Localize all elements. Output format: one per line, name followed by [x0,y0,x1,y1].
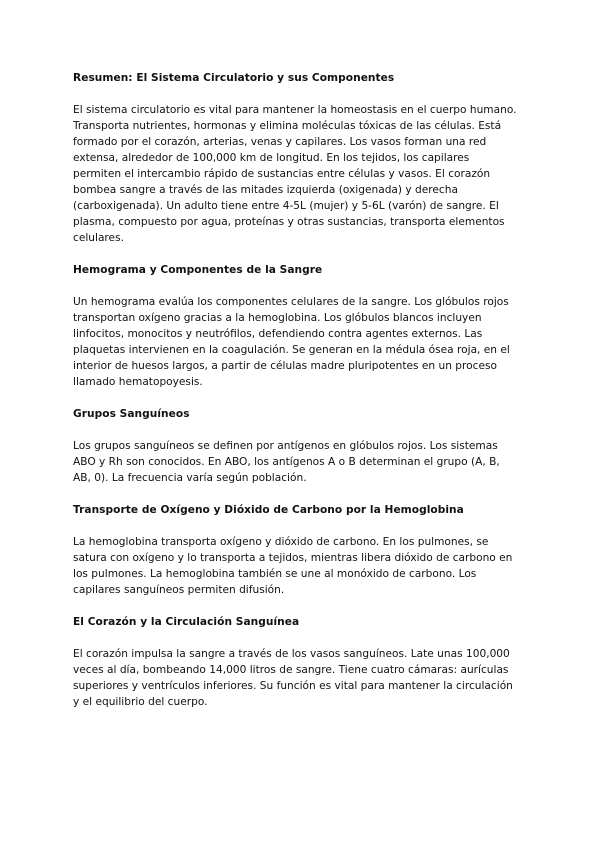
paragraph-line: llamado hematopoyesis. [73,376,203,388]
paragraph-line: ABO y Rh son conocidos. En ABO, los antígenos A o B determinan el grupo (A, B, [73,456,500,468]
section-paragraph [73,294,533,390]
paragraph-line: satura con oxígeno y lo transporta a tejidos, mientras libera dióxido de carbono en [73,552,513,564]
paragraph-line: Transporta nutrientes, hormonas y elimina moléculas tóxicas de las células. Está [73,120,502,132]
section-heart-circulation [73,614,533,710]
paragraph-line: interior de huesos largos, a partir de células madre pluripotentes en un proceso [73,360,497,372]
paragraph-line: Un hemograma evalúa los componentes celulares de la sangre. Los glóbulos rojos [73,296,509,308]
section-heading: Resumen: El Sistema Circulatorio y sus Componentes [73,72,395,84]
paragraph-line: celulares. [73,232,124,244]
section-heading: Grupos Sanguíneos [73,408,190,420]
section-paragraph [73,102,533,246]
paragraph-line: los pulmones. La hemoglobina también se une al monóxido de carbono. Los [73,568,477,580]
paragraph-line: La hemoglobina transporta oxígeno y dióxido de carbono. En los pulmones, se [73,536,489,548]
paragraph-line: veces al día, bombeando 14,000 litros de sangre. Tiene cuatro cámaras: aurículas [73,664,509,676]
paragraph-line: y el equilibrio del cuerpo. [73,696,208,708]
section-paragraph [73,646,533,710]
section-heading: El Corazón y la Circulación Sanguínea [73,616,300,628]
section-gas-transport [73,502,533,614]
paragraph-line: El corazón impulsa la sangre a través de los vasos sanguíneos. Late unas 100,000 [73,648,510,660]
document-page [73,70,533,710]
paragraph-line: permiten el intercambio rápido de sustancias entre células y vasos. El corazón [73,168,491,180]
section-blood-groups [73,406,533,502]
paragraph-line: plasma, compuesto por agua, proteínas y otras sustancias, transporta elementos [73,216,505,228]
paragraph-line: AB, 0). La frecuencia varía según población. [73,472,307,484]
section-paragraph [73,534,533,598]
paragraph-line: (carboxigenada). Un adulto tiene entre 4-5L (mujer) y 5-6L (varón) de sangre. El [73,200,499,212]
section-summary [73,70,533,262]
paragraph-line: linfocitos, monocitos y neutrófilos, defendiendo contra agentes externos. Las [73,328,483,340]
paragraph-line: capilares sanguíneos permiten difusión. [73,584,285,596]
paragraph-line: transportan oxígeno gracias a la hemoglobina. Los glóbulos blancos incluyen [73,312,482,324]
section-heading: Hemograma y Componentes de la Sangre [73,264,323,276]
section-paragraph [73,438,533,486]
paragraph-line: Los grupos sanguíneos se definen por antígenos en glóbulos rojos. Los sistemas [73,440,498,452]
section-hemogram [73,262,533,406]
paragraph-line: extensa, alrededor de 100,000 km de longitud. En los tejidos, los capilares [73,152,470,164]
paragraph-line: plaquetas intervienen en la coagulación. Se generan en la médula ósea roja, en el [73,344,510,356]
paragraph-line: El sistema circulatorio es vital para mantener la homeostasis en el cuerpo humano. [73,104,517,116]
paragraph-line: superiores y ventrículos inferiores. Su función es vital para mantener la circulación [73,680,513,692]
section-heading: Transporte de Oxígeno y Dióxido de Carbono por la Hemoglobina [73,504,464,516]
paragraph-line: formado por el corazón, arterias, venas y capilares. Los vasos forman una red [73,136,487,148]
paragraph-line: bombea sangre a través de las mitades izquierda (oxigenada) y derecha [73,184,458,196]
